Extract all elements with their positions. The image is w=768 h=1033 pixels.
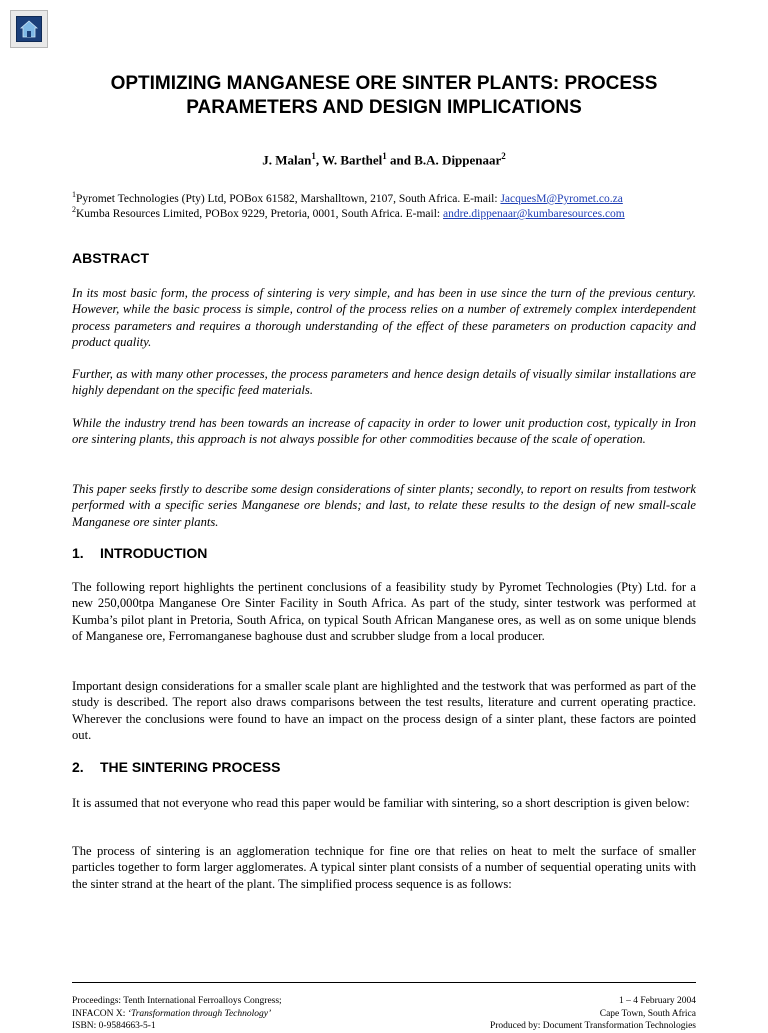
section-title: THE SINTERING PROCESS [100, 759, 281, 775]
author-name: B.A. Dippenaar [414, 152, 502, 168]
abstract-paragraph: While the industry trend has been towards an increase of capacity in order to lower unit production cost, typically in Iron ore sintering plants, this approach is not always possible for other commodities because of the scale of operation. [72, 416, 696, 447]
email-link[interactable]: JacquesM@Pyromet.co.za [500, 192, 623, 205]
home-button[interactable] [10, 10, 48, 48]
affiliation-1: $^1$Pyromet Technologies (Pty) Ltd, POBox 61582, Marshalltown, 2107, South Africa. E-mail: JacquesM@Pyromet.co.za [72, 190, 623, 205]
affiliation-marker: 1 [382, 151, 387, 161]
abstract-heading: ABSTRACT [72, 250, 149, 266]
section-number: 1. [72, 545, 84, 561]
body-paragraph: It is assumed that not everyone who read this paper would be familiar with sintering, so a short description is given below: [72, 796, 690, 810]
footer-left: Proceedings: Tenth International Ferroalloys Congress; INFACON X: ‘Transformation through Technology’ ISBN: 0-9584663-5-1 [72, 996, 282, 1031]
footer-right: 1 – 4 February 2004 Cape Town, South Africa Produced by: Document Transformation Technologies [489, 996, 696, 1031]
section-title: INTRODUCTION [100, 545, 208, 561]
affiliation-2: $^2$Kumba Resources Limited, POBox 9229, Pretoria, 0001, South Africa. E-mail: andre.dippenaar@kumbaresources.com [72, 205, 625, 220]
author-name: W. Barthel [322, 152, 383, 168]
author-list [72, 151, 696, 168]
affiliation-marker: 2 [501, 151, 506, 161]
paper-title [72, 72, 696, 120]
body-paragraph: The following report highlights the pertinent conclusions of a feasibility study by Pyromet Technologies (Pty) Ltd. for a new 250,000tpa Manganese Ore Sinter Facility in South Africa. As part of the study, sinter testwork was performed at Kumba’s pilot plant in Pretoria, South Africa, on typical South African Manganese ores, as well as on some unique blends of Manganese ore, Ferromanganese baghouse dust and scrubber sludge from a local producer. [72, 580, 696, 643]
body-paragraph: The process of sintering is an agglomeration technique for fine ore that relies on heat to melt the surface of smaller particles together to form larger agglomerates. A typical sinter plant consists of a number of sequential operating units with the sinter strand at the heart of the plant. The simplified process sequence is as follows: [72, 844, 696, 891]
footer-divider [72, 982, 696, 983]
section-number: 2. [72, 759, 84, 775]
author-separator: and [386, 152, 415, 168]
author-name: J. Malan [262, 152, 312, 168]
email-link[interactable]: andre.dippenaar@kumbaresources.com [443, 207, 625, 220]
body-paragraph: Important design considerations for a smaller scale plant are highlighted and the testwork that was performed as part of the study is described. The report also draws comparisons between the test results, literature and current operating practice. Wherever the conclusions were found to have an impact on the process design of a sinter plant, these factors are pointed out. [72, 679, 696, 742]
section-heading [72, 759, 280, 775]
home-icon [16, 16, 42, 42]
author-separator: , [315, 152, 323, 168]
title-line-2: PARAMETERS AND DESIGN IMPLICATIONS [186, 97, 582, 118]
abstract-paragraph: This paper seeks firstly to describe some design considerations of sinter plants; secondly, to report on results from testwork performed with a specific series Manganese ore blends; and last, to relate these results to the design of new small-scale Manganese ore sinter plants. [72, 482, 696, 529]
abstract-paragraph: Further, as with many other processes, the process parameters and hence design details of visually similar installations are highly dependant on the specific feed materials. [72, 367, 696, 398]
section-heading [72, 545, 207, 561]
affiliation-marker: 1 [311, 151, 316, 161]
title-line-1: OPTIMIZING MANGANESE ORE SINTER PLANTS: PROCESS [110, 73, 658, 94]
abstract-paragraph: In its most basic form, the process of sintering is very simple, and has been in use since the turn of the previous century. However, while the basic process is simple, control of the process relies on a number of extremely complex interdependent process parameters and requires a thorough understanding of the effect of these parameters on production capacity and product quality. [72, 286, 696, 349]
